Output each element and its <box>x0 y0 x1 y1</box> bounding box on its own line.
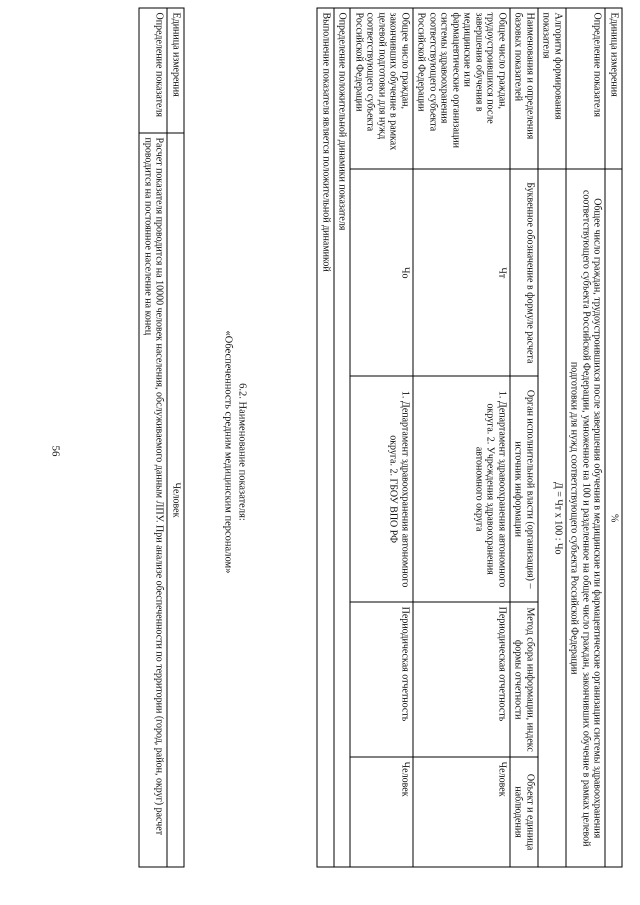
header-name: Наименования и определения базовых показателей <box>510 8 538 169</box>
table-row <box>351 8 414 867</box>
algorithm-formula: Д = Чт х 100 : Чо <box>538 169 566 867</box>
table-row <box>334 8 351 867</box>
row-object: Человек <box>413 757 510 867</box>
table-row <box>538 8 566 867</box>
section-heading <box>220 0 248 905</box>
header-source: Орган исполнительной власти (организация) – источник информации <box>510 376 538 602</box>
unit-label: Единица измерения <box>606 8 623 169</box>
table-row <box>318 8 335 867</box>
row-method: Периодическая отчетность <box>351 602 414 757</box>
row-letter: Чт <box>413 169 510 376</box>
algorithm-label: Алгоритм формирования показателя <box>538 8 566 169</box>
table-row <box>168 8 185 867</box>
table-row <box>606 8 623 867</box>
row-letter: Чо <box>351 169 414 376</box>
page-number: 56 <box>49 445 62 457</box>
unit-value: % <box>606 169 623 867</box>
table-header-row <box>510 8 538 867</box>
table-row <box>566 8 606 867</box>
row-source: 1. Департамент здравоохранения автономного округа. 2. Учреждения здравоохранения автономного округа <box>413 376 510 602</box>
indicator-table-6-2 <box>139 8 185 868</box>
table-row <box>140 8 168 867</box>
unit-value: Человек <box>168 133 185 867</box>
row-name: Общее число граждан, трудоустроившихся после завершения обучения в медицинские или фармацевтические организации системы здравоохранения соответствующего субъекта Российской Федерации <box>413 8 510 169</box>
header-object: Объект и единица наблюдения <box>510 757 538 867</box>
table-row <box>413 8 510 867</box>
row-source: 1. Департамент здравоохранения автономного округа. 2. ГБОУ ВПО РФ <box>351 376 414 602</box>
definition-value: Расчет показателя проводится на 10000 человек населения, обслуживаемого данным ЛПУ. При анализе обеспеченности по территории (город, район, округ) расчет проводится на постоянное население на конец <box>140 133 168 867</box>
dynamics-label: Определение положительной динамики показателя <box>334 8 351 867</box>
row-name: Общее число граждан, закончивших обучение в рамках целевой подготовки для нужд соответствующего субъекта Российской Федерации <box>351 8 414 169</box>
section-title: 6.2. Наименование показателя: <box>236 383 248 521</box>
dynamics-value: Выполнение показателя является положительной динамикой <box>318 8 335 867</box>
header-letter: Буквенное обозначение в формуле расчета <box>510 169 538 376</box>
indicator-table-6-1 <box>317 8 623 868</box>
rotated-page-content <box>1 0 640 905</box>
definition-label: Определение показателя <box>140 8 168 133</box>
section-subtitle: «Обеспеченность средним медицинским персоналом» <box>222 330 234 574</box>
row-method: Периодическая отчетность <box>413 602 510 757</box>
header-method: Метод сбора информации, индекс формы отчетности <box>510 602 538 757</box>
definition-label: Определение показателя <box>566 8 606 169</box>
unit-label: Единица измерения <box>168 8 185 133</box>
definition-value: Общее число граждан, трудоустроившихся после завершения обучения в медицинские или фармацевтические организации системы здравоохранения соответствующего субъекта Российской Федерации, умноженное на 100 и разделенное на общее число граждан, закончивших обучение в рамках целевой подготовки для нужд соответствующего субъекта Российской Федерации <box>566 169 606 867</box>
row-object: Человек <box>351 757 414 867</box>
